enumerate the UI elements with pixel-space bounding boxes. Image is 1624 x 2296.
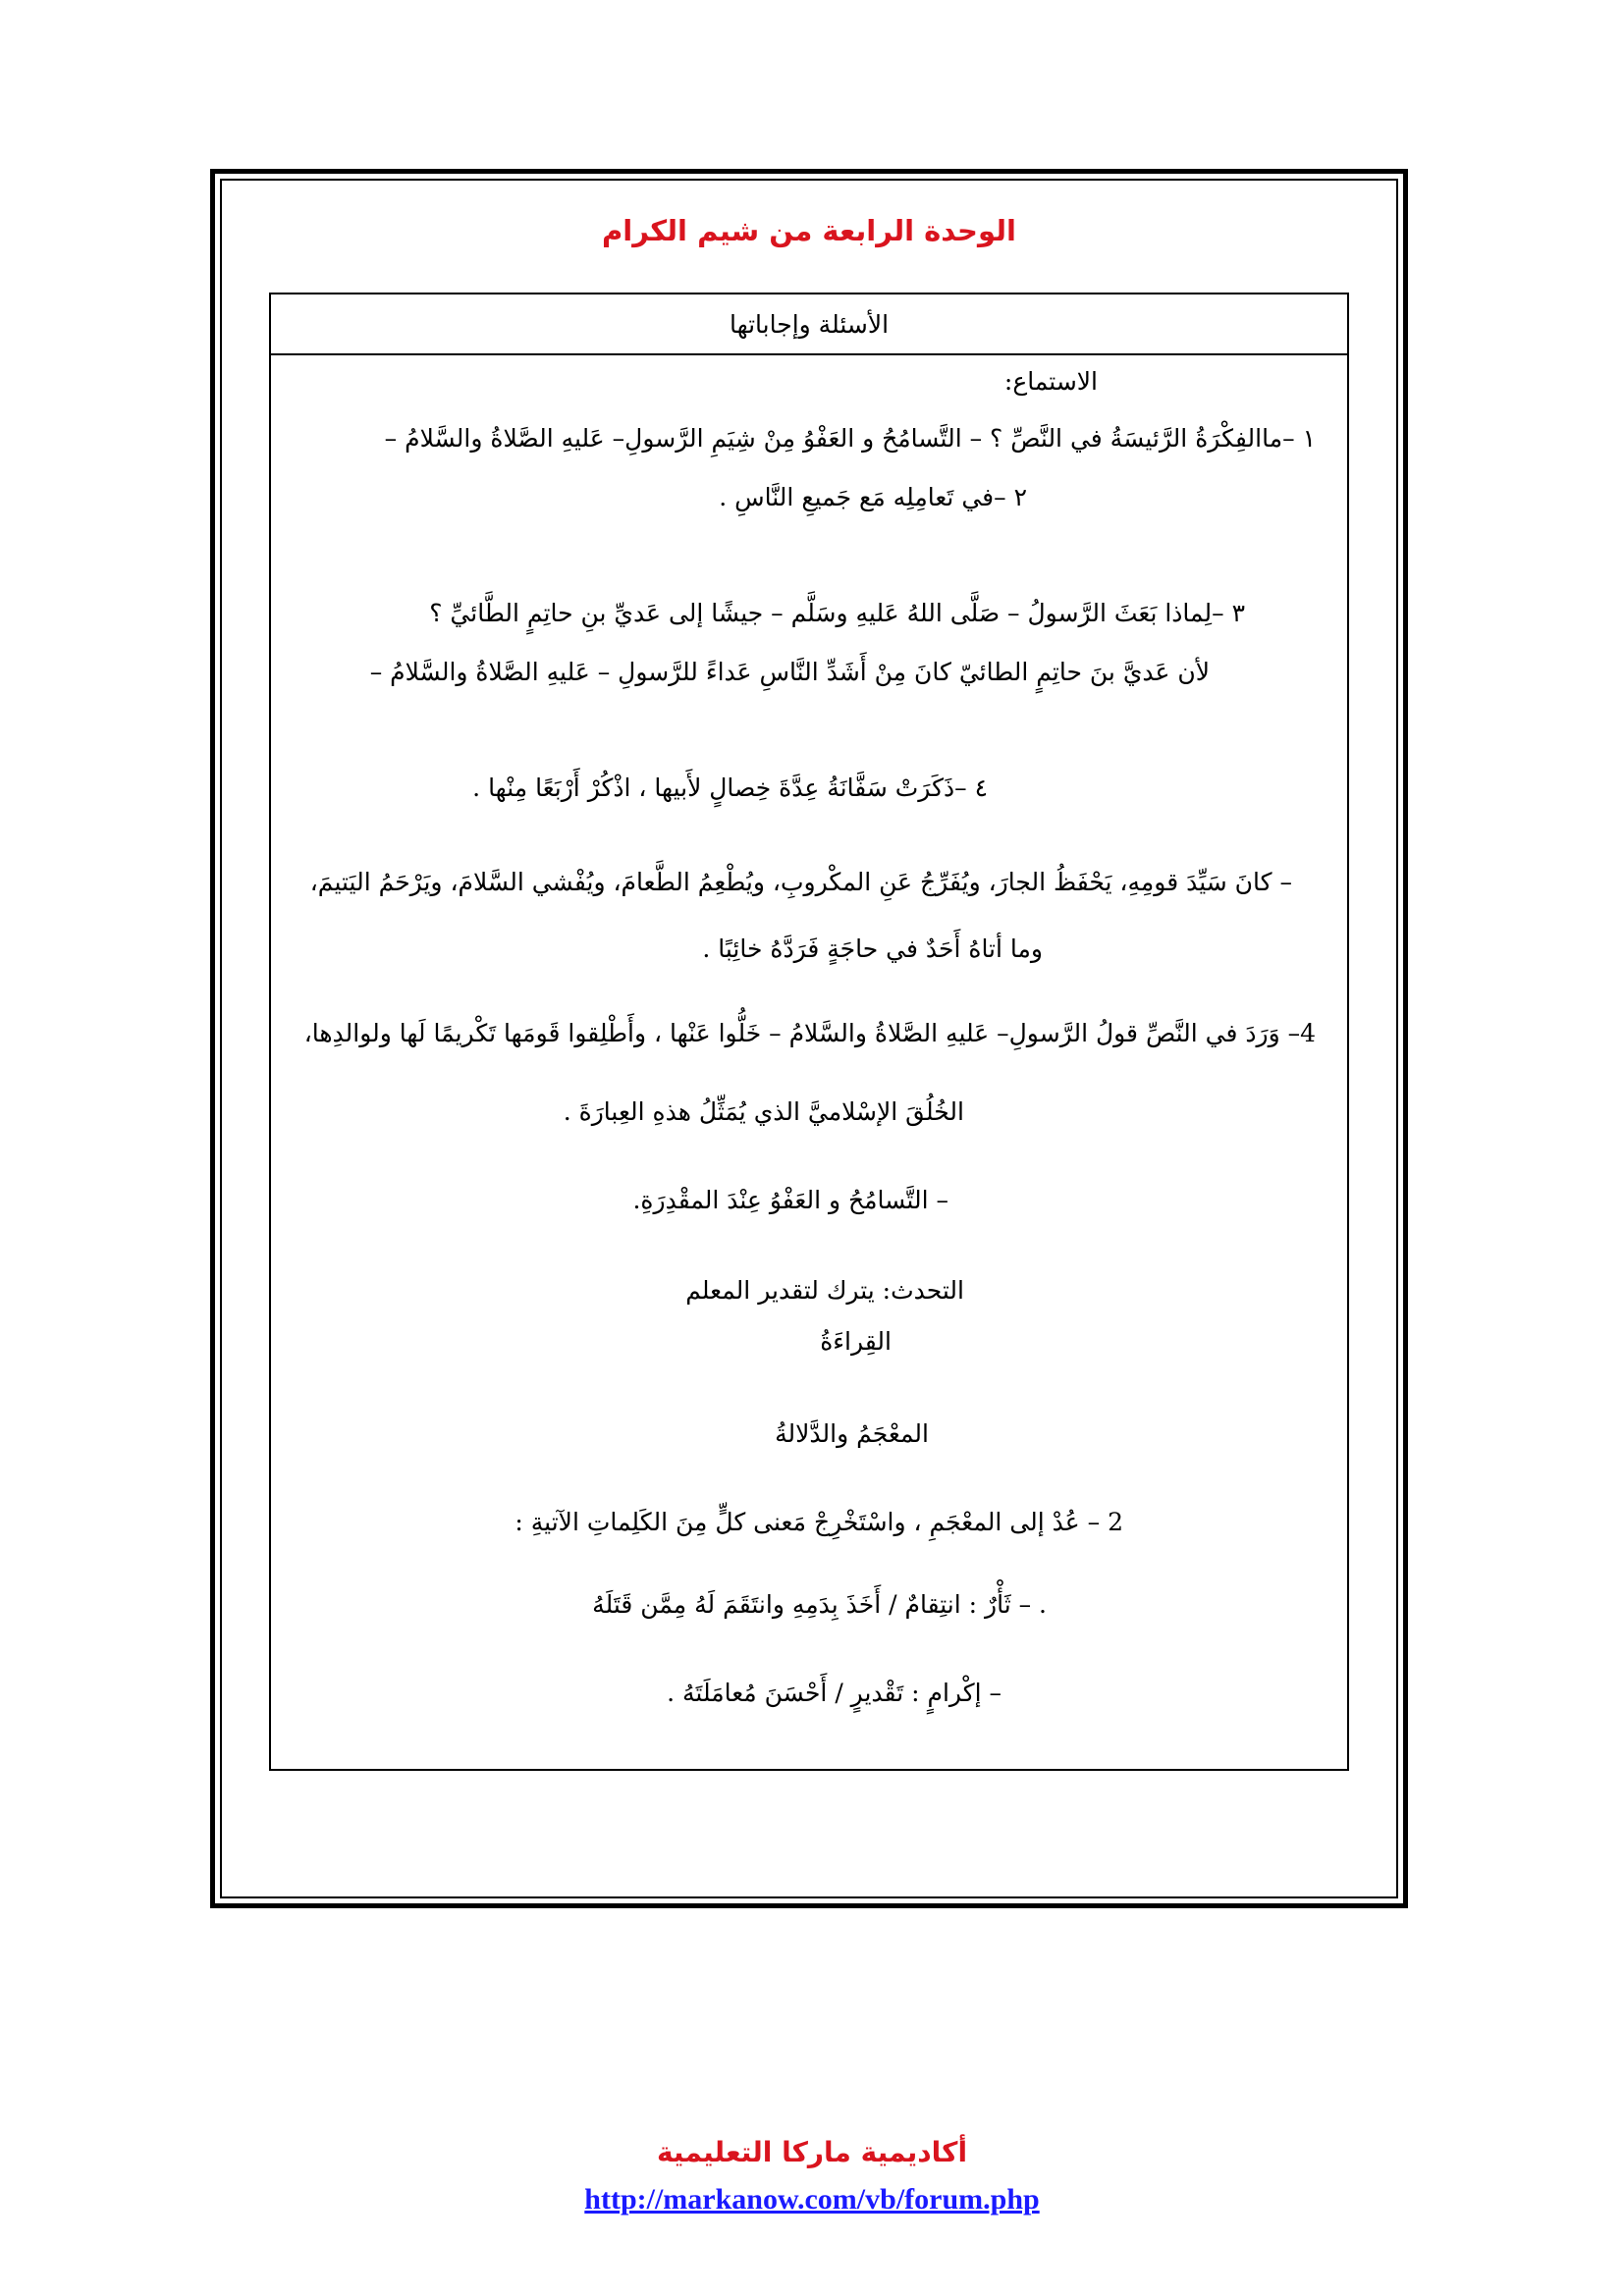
answer-4-line-1: – كانَ سَيِّدَ قومِهِ، يَحْفَظُ الجارَ، ويُفَرِّجُ عَنِ المكْروبِ، ويُطْعِمُ الطَّعامَ، ويُفْشي السَّلامَ، ويَرْحَمُ اليَتيمَ، [309, 868, 1292, 896]
question-4b-line-2: الخُلُقَ الإسْلاميَّ الذي يُمَثِّلُ هذهِ العِبارَةَ . [563, 1097, 964, 1126]
section-listening-label: الاستماع: [1003, 367, 1098, 396]
answer-4b: – التَّسامُحُ و العَفْوُ عِنْدَ المقْدِرَةِ. [632, 1186, 948, 1214]
footer-url-link[interactable]: http://markanow.com/vb/forum.php [584, 2183, 1040, 2216]
footer-url-wrapper [0, 2183, 1624, 2216]
question-3: ٣ –لِماذا بَعَثَ الرَّسولُ – صَلَّى اللهُ عَليهِ وسَلَّم – جيشًا إلى عَديِّ بنِ حاتِمٍ الطَّائيِّ ؟ [429, 599, 1245, 627]
answer-4-line-2: وما أتاهُ أَحَدٌ في حاجَةٍ فَرَدَّهُ خائِبًا . [702, 934, 1043, 963]
qa-box [269, 293, 1349, 1771]
section-reading: القِراءَةُ [820, 1327, 892, 1356]
answer-3: لأن عَديَّ بنَ حاتِمٍ الطائيّ كانَ مِنْ أَشَدِّ النَّاسِ عَداءً للرَّسولِ – عَليهِ الصَّلاةُ والسَّلامُ – [369, 658, 1210, 686]
section-lexicon: المعْجَمُ والدَّلالةُ [775, 1419, 929, 1448]
footer-academy-name: أكاديمية ماركا التعليمية [656, 2136, 968, 2168]
unit-title: الوحدة الرابعة من شيم الكرام [602, 214, 1016, 247]
question-4: ٤ –ذَكَرَتْ سَفَّانَةُ عِدَّةَ خِصالٍ لأَبيها ، اذْكُرْ أَرْبَعًا مِنْها . [472, 774, 988, 802]
section-speaking: التحدث: يترك لتقدير المعلم [685, 1276, 964, 1305]
qa-header: الأسئلة وإجاباتها [271, 294, 1347, 355]
question-2-lexicon: 2 – عُدْ إلى المعْجَمِ ، واسْتَخْرِجْ مَعنى كلٍّ مِنَ الكَلِماتِ الآتيةِ : [514, 1508, 1123, 1536]
question-2: ٢ –في تَعامِلِه مَع جَميعِ النَّاسِ . [719, 483, 1027, 511]
question-1-answer: ١ –ماالفِكْرَةُ الرَّئيسَةُ في النَّصِّ ؟ – التَّسامُحُ و العَفْوُ مِنْ شِيَمِ الرَّسولِ– عَليهِ الصَّلاةُ والسَّلامُ – [384, 424, 1316, 453]
lexicon-item-2: – إكْرامٍ : تَقْديرٍ / أَحْسَنَ مُعامَلَتَهُ . [667, 1679, 1001, 1707]
lexicon-item-1: . – ثَأْرٌ : انتِقامٌ / أَخَذَ بِدَمِهِ وانتَقَمَ لَهُ مِمَّن قَتَلَهُ [592, 1590, 1047, 1619]
question-4b-line-1: 4– وَرَدَ في النَّصِّ قولُ الرَّسولِ– عَليهِ الصَّلاةُ والسَّلامُ – خَلُّوا عَنْها ، وأَطْلِقوا قَومَها تَكْريمًا لَها ولوالدِها، [303, 1019, 1316, 1047]
